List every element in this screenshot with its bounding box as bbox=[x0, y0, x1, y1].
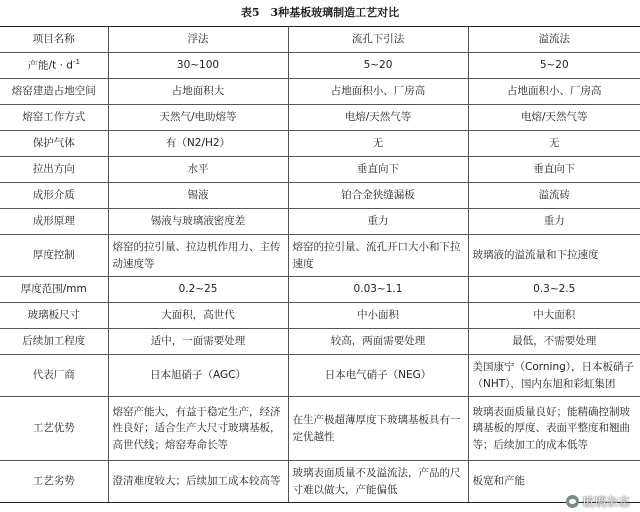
table-cell: 溢流砖 bbox=[468, 183, 640, 209]
table-cell: 电熔/天然气等 bbox=[288, 105, 468, 131]
table-row bbox=[0, 355, 640, 397]
table-cell: 0.03~1.1 bbox=[288, 277, 468, 303]
table-cell: 有（N2/H2） bbox=[108, 131, 288, 157]
table-row bbox=[0, 235, 640, 277]
row-label: 成形介质 bbox=[0, 183, 108, 209]
table-cell: 美国康宁（Corning），日本板硝子（NHT），国内东旭和彩虹集团 bbox=[468, 355, 640, 397]
table-cell: 0.3~2.5 bbox=[468, 277, 640, 303]
table-row bbox=[0, 79, 640, 105]
table-cell: 玻璃液的溢流量和下拉速度 bbox=[468, 235, 640, 277]
table-cell: 垂直向下 bbox=[288, 157, 468, 183]
table-cell: 玻璃表面质量不及溢流法，产品的尺寸难以做大，产能偏低 bbox=[288, 461, 468, 503]
table-row bbox=[0, 303, 640, 329]
row-label: 代表厂商 bbox=[0, 355, 108, 397]
table-cell: 电熔/天然气等 bbox=[468, 105, 640, 131]
row-label: 玻璃板尺寸 bbox=[0, 303, 108, 329]
row-label: 厚度范围/mm bbox=[0, 277, 108, 303]
table-cell: 5~20 bbox=[288, 53, 468, 79]
row-label: 工艺劣势 bbox=[0, 461, 108, 503]
row-label: 拉出方向 bbox=[0, 157, 108, 183]
table-cell: 0.2~25 bbox=[108, 277, 288, 303]
table-cell: 日本电气硝子（NEG） bbox=[288, 355, 468, 397]
table-cell: 30~100 bbox=[108, 53, 288, 79]
table-cell: 天然气/电助熔等 bbox=[108, 105, 288, 131]
table-cell: 水平 bbox=[108, 157, 288, 183]
header-slot-down-draw: 流孔下引法 bbox=[288, 27, 468, 53]
table-row bbox=[0, 209, 640, 235]
table-cell: 在生产极超薄厚度下玻璃基板具有一定优越性 bbox=[288, 397, 468, 461]
table-row bbox=[0, 461, 640, 503]
table-cell: 铂合金狭缝漏板 bbox=[288, 183, 468, 209]
table-cell: 5~20 bbox=[468, 53, 640, 79]
table-title: 表5 3种基板玻璃制造工艺对比 bbox=[240, 6, 400, 19]
table-row bbox=[0, 53, 640, 79]
watermark bbox=[566, 493, 630, 510]
table-cell: 重力 bbox=[288, 209, 468, 235]
wechat-icon bbox=[566, 495, 579, 508]
row-label: 工艺优势 bbox=[0, 397, 108, 461]
table-row bbox=[0, 329, 640, 355]
table-row bbox=[0, 397, 640, 461]
row-label: 产能$/t \cdot d^{-1}$ bbox=[0, 53, 108, 79]
table-row bbox=[0, 105, 640, 131]
watermark-text: 玻璃杂志 bbox=[581, 495, 630, 509]
table-row bbox=[0, 131, 640, 157]
row-label: 后续加工程度 bbox=[0, 329, 108, 355]
table-cell: 澄清难度较大；后续加工成本较高等 bbox=[108, 461, 288, 503]
table-cell: 熔窑的拉引量、流孔开口大小和下拉速度 bbox=[288, 235, 468, 277]
table-cell: 中大面积 bbox=[468, 303, 640, 329]
table-cell: 熔窑产能大，有益于稳定生产，经济性良好；适合生产大尺寸玻璃基板，高世代线；熔窑寿命长等 bbox=[108, 397, 288, 461]
table-row bbox=[0, 157, 640, 183]
table-cell: 适中，一面需要处理 bbox=[108, 329, 288, 355]
table-row bbox=[0, 183, 640, 209]
table-row bbox=[0, 277, 640, 303]
table-cell: 熔窑的拉引量、拉边机作用力、主传动速度等 bbox=[108, 235, 288, 277]
table-cell: 中小面积 bbox=[288, 303, 468, 329]
table-cell: 较高，两面需要处理 bbox=[288, 329, 468, 355]
table-cell: 日本旭硝子（AGC） bbox=[108, 355, 288, 397]
table-cell: 锡液与玻璃液密度差 bbox=[108, 209, 288, 235]
table-cell: 垂直向下 bbox=[468, 157, 640, 183]
table-cell: 锡液 bbox=[108, 183, 288, 209]
row-label: 熔窑建造占地空间 bbox=[0, 79, 108, 105]
header-float: 浮法 bbox=[108, 27, 288, 53]
table-cell: 占地面积小、厂房高 bbox=[288, 79, 468, 105]
row-label: 厚度控制 bbox=[0, 235, 108, 277]
row-label: 成形原理 bbox=[0, 209, 108, 235]
table-cell: 最低，不需要处理 bbox=[468, 329, 640, 355]
comparison-table bbox=[0, 26, 640, 503]
row-label: 保护气体 bbox=[0, 131, 108, 157]
table-cell: 占地面积大 bbox=[108, 79, 288, 105]
table-cell: 大面积，高世代 bbox=[108, 303, 288, 329]
header-item: 项目名称 bbox=[0, 27, 108, 53]
table-cell: 无 bbox=[288, 131, 468, 157]
row-label: 熔窑工作方式 bbox=[0, 105, 108, 131]
header-row bbox=[0, 27, 640, 53]
table-cell: 板宽和产能 bbox=[468, 461, 640, 503]
table-cell: 玻璃表面质量良好；能精确控制玻璃基板的厚度、表面平整度和翘曲等；后续加工的成本低等 bbox=[468, 397, 640, 461]
header-overflow: 溢流法 bbox=[468, 27, 640, 53]
table-cell: 无 bbox=[468, 131, 640, 157]
table-cell: 重力 bbox=[468, 209, 640, 235]
table-cell: 占地面积小、厂房高 bbox=[468, 79, 640, 105]
